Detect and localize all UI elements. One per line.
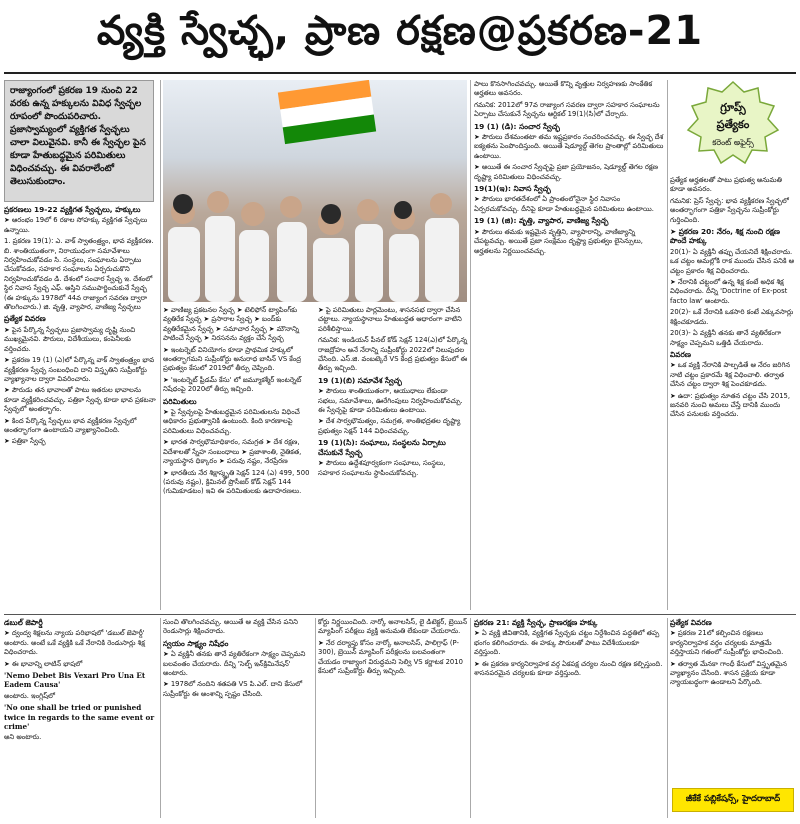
crowd-figures <box>163 152 467 302</box>
col1-para: 1. ప్రకరణ 19(1): ఎ. వాక్ స్వాతంత్ర్యం, భావ వ్యక్తీకరణ. బి. శాంతియుతంగా, నిరాయుధంగా సమావేశాలు నిర్వహించుకోవడం సి. సంస్థలు, సంఘాలను ఏర్పాటు చేసుకోవడం, సహకార సంఘాలను ఏర్పరుచుకొని నిర్వహించుకోవడం డి. దేశంలో సంచార స్వేచ్ఛ ఇ. దేశంలో స్థిర నివాస స్వేచ్ఛ ఎఫ్. ఆస్తిని సముపార్జించుకునే స్వేచ్ఛ (ఈ హక్కును 1978లో 44వ రాజ్యాంగ సవరణ ద్వారా తొలగించారు.) జి. వృత్తి, వ్యాపార, వాణిజ్య స్వేచ్ఛలు <box>4 237 154 312</box>
col3-subheading: 19 (1) (జి): వృత్తి, వ్యాపార, వాణిజ్య స్వేచ్ఛ <box>474 216 609 226</box>
col2a-para: ➤ భారత సార్వభౌమాధికారం, సమగ్రత ➤ దేశ రక్షణ, విదేశాలతో స్నేహ సంబంధాలు ➤ ప్రజాశాంతి, నైతికత, న్యాయస్థాన ధిక్కారం ➤ పరువు నష్టం, నేరప్రేరణ <box>163 438 302 466</box>
col2b-subheading: 19 (1)(సి): సంఘాలు, సంస్థలను ఏర్పాటు చేసుకునే స్వేచ్ఛ <box>318 438 446 457</box>
bottom-para: ➤ ప్రకరణ 21లో కల్పించిన రక్షణలు కార్యనిర్వాహక వర్గం చర్యలకు మాత్రమే వర్తిస్తాయని గతంలో సుప్రీంకోర్టు భావించింది. <box>670 629 784 657</box>
col2a-para: ➤ పై స్వేచ్ఛలపై హేతుబద్ధమైన పరిమితులను విధించే అధికారం ప్రభుత్వానికి ఉంటుంది. కింది కారణాలపై పరిమితులు విధించవచ్చు. <box>163 408 300 435</box>
col4-para: ➤ ఉదా: ప్రభుత్వం నూతన చట్టం చేసి 2015, జనవరి నుంచి అమలు చేస్తే దానికి ముందు చేసిన పనులకు వర్తించదు. <box>670 391 791 419</box>
col1-heading: ప్రకరణలు 19-22 వ్యక్తిగత స్వేచ్ఛలు, హక్కులు <box>4 205 141 214</box>
bottom-column-3 <box>318 618 468 818</box>
publisher-byline: జీకేకే పబ్లికేషన్స్, హైదరాబాద్ <box>672 788 794 812</box>
col1-para: ➤ ప్రకరణ 19 (1) (ఎ)లో పేర్కొన్న వాక్ స్వాతంత్ర్యం భావ వ్యక్తీకరణ స్వేచ్ఛ సంబంధించి దాని విస్తృతిని సుప్రీంకోర్టు వ్యాఖ్యానాల ద్వారా వివరించారు. <box>4 356 155 383</box>
crowd-photo <box>163 80 467 302</box>
intro-box: రాజ్యాంగంలో ప్రకరణ 19 నుంచి 22 వరకు ఉన్న హక్కులను వివిధ స్వేచ్ఛల రూపంలో పొందుపరిచారు. ప్రజాస్వామ్యంలో వ్యక్తిగత స్వేచ్ఛలు చాలా విలువైనవి. కానీ ఈ స్వేచ్ఛల పైన కూడా హేతుబద్ధమైన పరిమితులు విధించవచ్చు. ఈ వివరాలేంటో తెలుసుకుందాం. <box>4 80 154 202</box>
col2b-para: ➤ పౌరులు శాంతియుతంగా, ఆయుధాలు లేకుండా సభలు, సమావేశాలు, ఊరేగింపులు నిర్వహించుకోవచ్చు. ఈ స్వేచ్ఛపై కూడా పరిమితులు ఉంటాయి. <box>318 387 463 415</box>
col3-para: ➤ అయితే ఈ సంచార స్వేచ్ఛపై ప్రజా ప్రయోజనం, షెడ్యూల్డ్ తెగల రక్షణ దృష్ట్యా పరిమితులు విధించవచ్చు. <box>474 163 659 181</box>
flag-icon <box>278 80 376 144</box>
column-1 <box>4 205 158 610</box>
column-divider <box>470 80 471 610</box>
bottom-para: ➤ ఏ వ్యక్తినీ తనకు తానే వ్యతిరేకంగా సాక్ష్యం చెప్పమని బలవంతం చేయరాదు. దీన్ని 'సెల్ఫ్ ఇన్‌క్రిమినేషన్' అంటారు. <box>163 650 306 678</box>
column-divider <box>470 618 471 818</box>
col3-para: ➤ పౌరులు భారతదేశంలో ఏ ప్రాంతంలోనైనా స్థిర నివాసం ఏర్పరచుకోవచ్చు. దీనిపై కూడా హేతుబద్ధమైన పరిమితులు ఉంటాయి. <box>474 195 654 213</box>
col2b-subheading: 19 (1)(బి) సమావేశ స్వేచ్ఛ <box>318 375 402 385</box>
col3-subheading: 19 (1) (డి): సంచార స్వేచ్ఛ <box>474 121 560 131</box>
bottom-para: అని అంటారు. <box>4 733 42 742</box>
col4-para: ➤ నేరానికి చట్టంలో ఉన్న శిక్ష కంటే అధిక శిక్ష విధించరాదు. దీన్ని 'Doctrine of Ex-post facto law' అంటారు. <box>670 278 788 305</box>
bottom-column-2 <box>163 618 313 818</box>
col2a-para: ➤ ఇంటర్నెట్ వినియోగం కూడా ప్రాథమిక హక్కులో అంతర్భాగమని సుప్రీంకోర్టు అనురాధ బాసిన్ VS కేంద్ర ప్రభుత్వం కేసులో 2019లో తీర్పు చెప్పింది. <box>163 345 302 373</box>
col3-subheading: 19(1)(ఇ): నివాస స్వేచ్ఛ <box>474 184 551 194</box>
column-divider <box>160 618 161 818</box>
bottom-subheading: స్వయం సాక్ష్యం నిషేధం <box>163 638 229 648</box>
col2a-subheading: పరిమితులు <box>163 396 197 406</box>
col1-para: ➤ పైన పేర్కొన్న స్వేచ్ఛలు ప్రజాస్వామ్య దృష్టి నుంచి ముఖ్యమైనవి. పౌరులు, విదేశీయులు, కంపెనీలకు వర్తించదు. <box>4 325 136 353</box>
latin-quote: 'Nemo Debet Bis Vexari Pro Una Et Eadem Causa' <box>4 671 146 690</box>
col3-para: పాలు కొనసాగించవచ్చు. అయితే కొన్ని వృత్తుల నిర్వహణకు సాంకేతిక అర్హతలు అవసరం. <box>474 80 653 98</box>
col1-para: ➤ పౌరుడు తన భావాలతో పాటు ఇతరుల భావాలను కూడా వ్యక్తీకరించవచ్చు. పత్రికా స్వేచ్ఛ కూడా భావ ప్రకటనా స్వేచ్ఛలో అంతర్భాగం. <box>4 386 156 414</box>
col3-para: గమనిక: 2012లో 97వ రాజ్యాంగ సవరణ ద్వారా సహకార సంఘాలను ఏర్పాటు చేసుకునే స్వేచ్ఛను ఆర్టికల్ 19(1)(సి)లో చేర్చారు. <box>474 100 660 119</box>
col4-para: ➤ ఒక వ్యక్తి నేరానికి పాల్పడితే ఆ నేరం జరిగిన నాటి చట్టం ప్రకారమే శిక్ష విధించాలి. తర్వాత చేసిన చట్టం ద్వారా శిక్ష పెంచకూడదు. <box>670 361 791 389</box>
column-divider <box>667 80 668 610</box>
col2b-para: ➤ దేశ సార్వభౌమత్వం, సమగ్రత, శాంతిభద్రతల దృష్ట్యా ప్రభుత్వం సెక్షన్ 144 విధించవచ్చు. <box>318 417 461 435</box>
bottom-para: కోర్టు నిర్ణయించింది. నార్కో అనాలసిస్, లై డిటెక్టర్, బ్రెయిన్ మ్యాపింగ్ పరీక్షలు వ్యక్తి అనుమతి లేకుండా చేయరాదు. <box>318 618 468 636</box>
bottom-para: ➤ తర్వాత మేనకా గాంధీ కేసులో విస్తృతమైన వ్యాఖ్యానం చేసింది. శాసన ప్రక్రియ కూడా న్యాయబద్ధంగా ఉండాలని పేర్కొంది. <box>670 659 788 687</box>
logo-line3: కరెంట్ అఫైర్స్ <box>712 138 754 147</box>
column-2b <box>318 306 468 610</box>
col4-para: 20(1)- ఏ వ్యక్తినీ తప్పు చేయనిదే శిక్షించరాదు. ఒక చట్టం అమల్లోకి రాక ముందు చేసిన పనికి ఆ చట్టం ప్రకారం శిక్ష విధించరాదు. <box>670 247 795 275</box>
bottom-column-4 <box>474 618 664 818</box>
bottom-para: సుంచి తొలగించవచ్చు. అయితే ఆ వ్యక్తి చేసిన పనిని రెండుసార్లు శిక్షించరాదు. <box>163 618 298 636</box>
column-divider <box>667 618 668 818</box>
page-headline: వ్యక్తి స్వేచ్ఛ, ప్రాణ రక్షణ@ప్రకరణ-21 <box>96 8 704 54</box>
bottom-para: ➤ నేర దర్యాప్తు కోసం నార్కో అనాలసిస్, పాలిగ్రాఫ్ (P-300), బ్రెయిన్ మ్యాపింగ్ పరీక్షలను బలవంతంగా చేయడం రాజ్యాంగ విరుద్ధమని సెల్వి VS కర్ణాటక 2010 కేసులో సుప్రీంకోర్టు తీర్పు ఇచ్చింది. <box>318 638 463 676</box>
column-2a <box>163 306 315 610</box>
logo-line2: ప్రత్యేకం <box>716 118 750 131</box>
col2a-para: ➤ 'ఇంటర్నెట్ ఫ్రీడమ్ కేసు' లో జమ్మూకశ్మీర్ ఇంటర్నెట్ నిషేధంపై 2020లో తీర్పు ఇచ్చింది. <box>163 375 302 394</box>
bottom-subheading: ప్రకరణ 21: వ్యక్తి స్వేచ్ఛ, ప్రాణరక్షణ హక్కు <box>474 618 598 627</box>
col1-para: ➤ కింద పేర్కొన్న స్వేచ్ఛలు భావ వ్యక్తీకరణ స్వేచ్ఛలో అంతర్భాగంగా ఉంటాయని వ్యాఖ్యానించింది. <box>4 416 137 434</box>
bottom-para: ➤ ఏ వ్యక్తి జీవితానికి, వ్యక్తిగత స్వేచ్ఛకు చట్టం నిర్దేశించిన పద్ధతిలో తప్ప భంగం కలిగించరాదు. ఈ హక్కు పౌరులతో పాటు విదేశీయులకూ వర్తిస్తుంది. <box>474 629 660 657</box>
col2b-para: గమనిక: ఇండియన్ పీనల్ కోడ్ సెక్షన్ 124(ఎ)లో పేర్కొన్న రాజద్రోహం అనే నేరాన్ని సుప్రీంకోర్టు 2022లో నిలుపుదల చేసింది. ఎస్.జి. వంబట్కెరే VS కేంద్ర ప్రభుత్వం కేసులో ఈ తీర్పు ఇచ్చింది. <box>318 336 468 373</box>
bottom-para: ➤ ద్వంద్వ శిక్షలను న్యాయ పరిభాషలో 'డబుల్ జెపార్డీ' అంటారు. అంటే ఒకే వ్యక్తికి ఒకే నేరానికి రెండుసార్లు శిక్ష విధించరాదు. <box>4 629 145 657</box>
bottom-subheading: డబుల్ జెపార్డీ <box>4 618 43 627</box>
bottom-para: ➤ ఈ ప్రకరణ కార్యనిర్వాహక వర్గ ఏకపక్ష చర్యల నుంచి రక్షణ కల్పిస్తుంది. శాసనపరమైన చర్యలకు కూడా వర్తిస్తుంది. <box>474 659 663 678</box>
section-rule <box>4 614 796 615</box>
bottom-para: అంటారు. ఇంగ్లిష్‌లో <box>4 691 55 700</box>
col2a-para: ➤ వాణిజ్య ప్రకటనల స్వేచ్ఛ ➤ టెలిఫోన్ ట్యాపింగ్‌కు వ్యతిరేక స్వేచ్ఛ ➤ ప్రసారాల స్వేచ్ఛ ➤ బంద్‌కు వ్యతిరేకమైన స్వేచ్ఛ ➤ సమాచార స్వేచ్ఛ ➤ మౌనాన్ని పాటించే స్వేచ్ఛ ➤ నిరసనను వ్యక్తం చేసే స్వేచ్ఛ <box>163 306 300 343</box>
bottom-subheading: ప్రత్యేక వివరణ <box>670 618 712 627</box>
col3-para: ➤ పౌరులు దేశమంతటా తమ ఇష్టప్రకారం సంచరించవచ్చు. ఈ స్వేచ్ఛ దేశ ఐక్యతను పెంపొందిస్తుంది. అయితే షెడ్యూల్డ్ తెగల ప్రాంతాల్లో పరిమితులు ఉంటాయి. <box>474 133 664 160</box>
col4-para: 20(2)- ఒకే నేరానికి ఒకసారి కంటే ఎక్కువసార్లు శిక్షించకూడదు. <box>670 308 794 326</box>
col4-subheading: ➤ ప్రకరణ 20: నేరం, శిక్ష నుంచి రక్షణ పొందే హక్కు <box>670 227 781 246</box>
logo-line1: గ్రూప్స్ <box>720 101 746 114</box>
headline-rule <box>4 72 796 74</box>
col1-para: ➤ పత్రికా స్వేచ్ఛ <box>4 437 46 446</box>
bottom-para: ➤ 1978లో నందిని శతపతి VS పి.ఎల్. దాని కేసులో సుప్రీంకోర్టు ఈ అంశాన్ని స్పష్టం చేసింది. <box>163 680 303 698</box>
column-4 <box>670 176 796 610</box>
groups-special-logo <box>672 78 794 170</box>
col4-subheading: వివరణ <box>670 349 691 359</box>
bottom-para: ➤ ఈ భావాన్ని లాటిన్ భాషలో <box>4 659 83 668</box>
col2b-para: ➤ పౌరులు ఉద్దేశపూర్వకంగా సంఘాలు, సంస్థలు, సహకార సంఘాలను స్థాపించుకోవచ్చు. <box>318 459 446 477</box>
column-3 <box>474 80 664 610</box>
col4-para: 20(3)- ఏ వ్యక్తినీ తనకు తానే వ్యతిరేకంగా సాక్ష్యం చెప్పమని ఒత్తిడి చేయరాదు. <box>670 329 782 347</box>
english-quote: 'No one shall be tried or punished twice in regards to the same event or crime' <box>4 703 155 732</box>
col1-para: ➤ ఆరంభం 19లో 6 రకాల సోహక్కు వ్యక్తిగత స్వేచ్ఛలు ఉన్నాయి. <box>4 216 148 234</box>
col1-subheading: ప్రత్యేక వివరణ <box>4 314 46 324</box>
bottom-column-5 <box>670 618 796 784</box>
col3-para: ➤ పౌరులు తమకు ఇష్టమైన వృత్తిని, వ్యాపారాన్ని, వాణిజ్యాన్ని చేపట్టవచ్చు. అయితే ప్రజా సంక్షేమం దృష్ట్యా ప్రభుత్వం లైసెన్సులు, అర్హతలను నిర్ణయించవచ్చు. <box>474 227 643 255</box>
column-divider <box>315 618 316 818</box>
col2b-para: ➤ పై పరిమితులు పార్లమెంటు, శాసనసభ ద్వారా చేసిన చట్టాలు. న్యాయస్థానాలు హేతుబద్ధత ఆధారంగా వాటిని పరిశీలిస్తాయి. <box>318 306 462 333</box>
col4-para: గమనిక: ప్రెస్ స్వేచ్ఛ: భావ వ్యక్తీకరణ స్వేచ్ఛలో అంతర్భాగంగా పత్రికా స్వేచ్ఛను సుప్రీంకోర్టు గుర్తించింది. <box>670 196 789 224</box>
col2a-para: ➤ భారతీయ నేర శిక్షాస్మృతి సెక్షన్ 124 (ఎ) 499, 500 (పరువు నష్టం), క్రిమినల్ ప్రొసీజర్ కోడ్ సెక్షన్ 144 (గుమికూడటం) ఇవి ఈ పరిమితులకు ఉదాహరణలు. <box>163 468 310 496</box>
col4-para: ప్రత్యేక అర్హతలతో పాటు ప్రభుత్వ అనుమతి కూడా అవసరం. <box>670 176 782 194</box>
bottom-column-1 <box>4 618 158 818</box>
column-divider <box>160 80 161 610</box>
